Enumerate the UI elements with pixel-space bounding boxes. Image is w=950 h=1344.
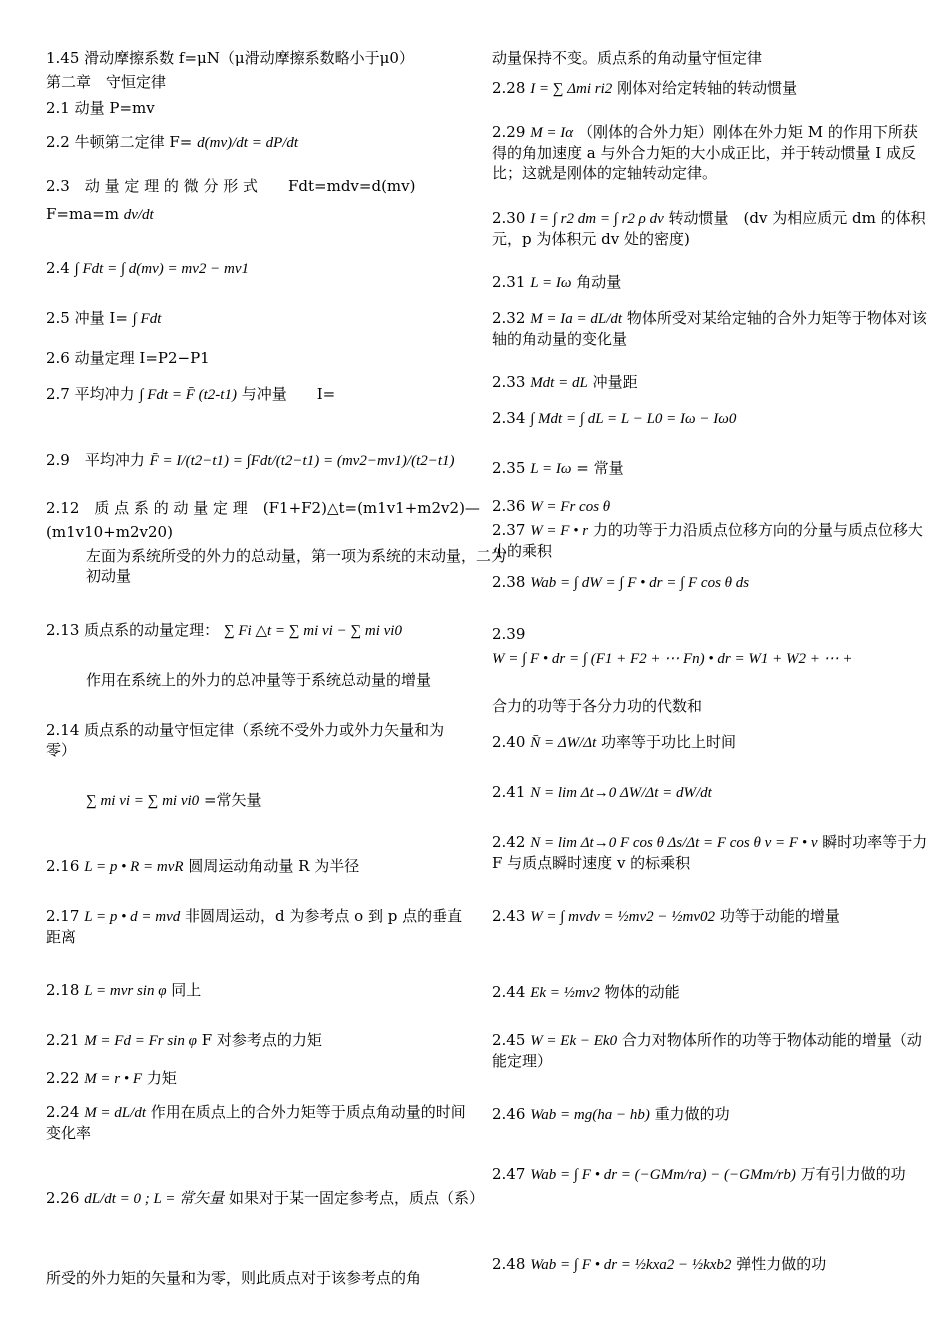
line-text: 2.46 [492, 1105, 526, 1123]
line-tail: 弹性力做的功 [736, 1255, 827, 1273]
line-text: 2.34 [492, 409, 526, 427]
line-tail: 合力对物体所作的功等于物体动能的增量（动能定理） [492, 1031, 922, 1070]
line-math: Wab = mg(ha − hb) [530, 1107, 650, 1123]
formula-line-r-248 [492, 1254, 826, 1275]
line-text: 2.24 [46, 1103, 80, 1121]
line-text: 2.2 牛顿第二定律 F= [46, 133, 193, 151]
line-math: M = r • F [84, 1071, 143, 1087]
line-math: ∫ Fdt [132, 311, 162, 327]
line-math: Wab = ∫ F • dr = (−GMm/ra) − (−GMm/rb) [530, 1167, 796, 1183]
line-math: L = Iω [530, 461, 572, 477]
line-text: 2.33 [492, 373, 526, 391]
line-text: 2.36 [492, 497, 526, 515]
formula-line-l-21 [46, 98, 155, 118]
line-text: 2.28 [492, 79, 526, 97]
line-math: Wab = ∫ F • dr = ½kxa2 − ½kxb2 [530, 1257, 732, 1273]
line-math: L = p • R = mvR [84, 859, 184, 875]
line-text: 1.45 滑动摩擦系数 f=μN（μ滑动摩擦系数略小于μ0） [46, 49, 414, 67]
line-math: M = dL/dt [84, 1105, 146, 1121]
line-text: 合力的功等于各分力功的代数和 [492, 697, 703, 715]
line-text: 2.5 冲量 I= [46, 309, 128, 327]
line-math: M = Fd = Fr sin φ [84, 1033, 197, 1049]
formula-line-r-236 [492, 496, 610, 517]
line-text: 2.40 [492, 733, 526, 751]
formula-line-l-221 [46, 1030, 322, 1051]
formula-line-r-230 [492, 208, 932, 249]
line-tail: 如果对于某一固定参考点，质点（系） [228, 1189, 484, 1207]
formula-line-r-232 [492, 308, 932, 349]
line-tail: 冲量距 [592, 373, 638, 391]
line-math: Wab = ∫ dW = ∫ F • dr = ∫ F cos θ ds [530, 575, 750, 591]
line-math: dv/dt [123, 207, 154, 223]
line-math: ∫ Fdt = ∫ d(mv) = mv2 − mv1 [74, 261, 250, 277]
formula-line-r-245 [492, 1030, 932, 1071]
formula-line-l-145 [46, 48, 414, 68]
line-math: N = lim Δt→0 ΔW/Δt = dW/dt [530, 785, 712, 801]
formula-line-l-27 [46, 384, 335, 405]
line-text: 2.29 [492, 123, 526, 141]
formula-line-r-244 [492, 982, 680, 1003]
formula-line-r-247 [492, 1164, 932, 1185]
formula-line-l-213b [46, 670, 506, 690]
formula-line-r-235 [492, 458, 624, 479]
formula-line-l-226 [46, 1188, 484, 1209]
line-text: 2.32 [492, 309, 526, 327]
line-math: N̄ = ΔW/Δt [530, 735, 597, 751]
line-text: 作用在系统上的外力的总冲量等于系统总动量的增量 [86, 671, 432, 689]
line-tail: 重力做的功 [654, 1105, 730, 1123]
line-text: 2.44 [492, 983, 526, 1001]
line-math: W = F • r [530, 523, 589, 539]
formula-line-r-246 [492, 1104, 730, 1125]
line-text: 2.9 平均冲力 [46, 451, 145, 469]
line-tail: 物体的动能 [604, 983, 680, 1001]
line-math: ∑ mi vi = ∑ mi vi0 [86, 793, 200, 809]
line-text: 左面为系统所受的外力的总动量，第一项为系统的末动量，二为初动量 [86, 547, 507, 585]
formula-line-l-26 [46, 348, 210, 368]
line-tail: 同上 [171, 981, 202, 999]
line-tail: （刚体的合外力矩）刚体在外力矩 M 的作用下所获得的角加速度 a 与外合力矩的大小成正比，并于转动惯量 I 成反比；这就是刚体的定轴转动定律。 [492, 123, 918, 182]
line-math: W = ∫ F • dr = ∫ (F1 + F2 + ⋯ Fn) • dr = W1 + W2 + ⋯ + [492, 651, 853, 667]
formula-line-l-226b [46, 1268, 466, 1288]
line-tail: 与冲量 I= [241, 385, 336, 403]
line-text: 2.47 [492, 1165, 526, 1183]
formula-line-l-212 [46, 498, 480, 518]
line-tail: 角动量 [576, 273, 622, 291]
line-text: 动量保持不变。质点系的角动量守恒定律 [492, 49, 763, 67]
formula-line-l-ch2 [46, 72, 166, 92]
formula-line-l-213 [46, 620, 402, 641]
line-text: 2.35 [492, 459, 526, 477]
formula-line-r-241 [492, 782, 712, 803]
line-text: 2.38 [492, 573, 526, 591]
formula-line-l-216 [46, 856, 359, 877]
formula-line-r-239 [492, 624, 525, 644]
formula-line-r-238 [492, 572, 749, 593]
line-math: F̄ = I/(t2−t1) = ∫Fdt/(t2−t1) = (mv2−mv1)/(t2−t1) [149, 453, 455, 469]
formula-line-r-239b [492, 648, 853, 669]
formula-line-l-23b [46, 204, 154, 225]
line-text: 2.1 动量 P=mv [46, 99, 155, 117]
line-text: 2.41 [492, 783, 526, 801]
line-math: ∫ Fdt = F̄ (t2-t1) [139, 387, 237, 403]
formula-line-r-226c [492, 48, 762, 68]
line-text: F=ma=m [46, 205, 119, 223]
formula-line-r-239c [492, 696, 702, 716]
line-tail: 万有引力做的功 [800, 1165, 906, 1183]
line-tail: 力矩 [146, 1069, 177, 1087]
formula-line-l-224 [46, 1102, 466, 1143]
formula-line-l-22 [46, 132, 298, 153]
formula-line-r-240 [492, 732, 736, 753]
line-text: 2.3 动 量 定 理 的 微 分 形 式 Fdt=mdv=d(mv) [46, 177, 416, 195]
line-math: L = Iω [530, 275, 572, 291]
formula-line-l-25 [46, 308, 161, 329]
line-math: dL/dt = 0 ; L = 常矢量 [84, 1191, 225, 1207]
formula-line-l-222 [46, 1068, 177, 1089]
formula-line-l-212c [46, 546, 506, 586]
line-math: ∑ Fi △t = ∑ mi vi − ∑ mi vi0 [223, 623, 402, 639]
formula-line-r-242 [492, 832, 932, 873]
line-tail: = 常量 [576, 459, 624, 477]
formula-line-r-228 [492, 78, 797, 99]
line-math: M = Ia = dL/dt [530, 311, 623, 327]
line-text: 2.31 [492, 273, 526, 291]
line-math: Mdt = dL [530, 375, 588, 391]
formula-line-l-214b [46, 790, 262, 811]
line-tail: =常矢量 [203, 791, 262, 809]
line-text: 2.6 动量定理 I=P2−P1 [46, 349, 210, 367]
line-tail: 转动惯量 (dv 为相应质元 dm 的体积元，p 为体积元 dv 处的密度) [492, 209, 926, 248]
formula-line-l-29 [46, 450, 455, 471]
line-text: 2.12 质 点 系 的 动 量 定 理 (F1+F2)△t=(m1v1+m2v2)— [46, 499, 480, 517]
line-math: M = Iα [530, 125, 574, 141]
line-math: I = ∫ r2 dm = ∫ r2 ρ dv [530, 211, 664, 227]
formula-line-l-24 [46, 258, 249, 279]
line-math: W = ∫ mvdv = ½mv2 − ½mv02 [530, 909, 716, 925]
line-math: N = lim Δt→0 F cos θ Δs/Δt = F cos θ v = F • v [530, 835, 818, 851]
line-text: 第二章 守恒定律 [46, 73, 167, 91]
line-tail: 作用在质点上的合外力矩等于质点角动量的时间变化率 [46, 1103, 466, 1142]
line-tail: F 对参考点的力矩 [201, 1031, 322, 1049]
line-tail: 刚体对给定转轴的转动惯量 [617, 79, 798, 97]
line-text: 2.48 [492, 1255, 526, 1273]
line-tail: 非圆周运动，d 为参考点 o 到 p 点的垂直距离 [46, 907, 463, 946]
line-text: 2.43 [492, 907, 526, 925]
line-text: 2.26 [46, 1189, 80, 1207]
formula-line-r-233 [492, 372, 638, 393]
line-tail: 物体所受对某给定轴的合外力矩等于物体对该轴的角动量的变化量 [492, 309, 927, 348]
line-math: W = Ek − Ek0 [530, 1033, 618, 1049]
line-text: 2.37 [492, 521, 526, 539]
line-text: 2.45 [492, 1031, 526, 1049]
line-tail: 功率等于功比上时间 [601, 733, 737, 751]
line-text: 2.16 [46, 857, 80, 875]
formula-line-r-229 [492, 122, 932, 183]
line-text: 2.13 质点系的动量定理： [46, 621, 220, 639]
line-text: 2.4 [46, 259, 70, 277]
formula-line-l-218 [46, 980, 201, 1001]
formula-line-r-237 [492, 520, 932, 561]
formula-line-l-214 [46, 720, 466, 760]
line-math: I = ∑ Δmi ri2 [530, 81, 613, 97]
line-text: 2.18 [46, 981, 80, 999]
line-text: 2.42 [492, 833, 526, 851]
line-text: 2.14 质点系的动量守恒定律（系统不受外力或外力矢量和为零） [46, 721, 445, 759]
line-tail: 力的功等于力沿质点位移方向的分量与质点位移大小的乘积 [492, 521, 923, 560]
formula-line-l-217 [46, 906, 466, 947]
line-text: 2.22 [46, 1069, 80, 1087]
line-text: 2.39 [492, 625, 526, 643]
line-math: ∫ Mdt = ∫ dL = L − L0 = Iω − Iω0 [530, 411, 737, 427]
line-text: (m1v10+m2v20) [46, 523, 173, 541]
formula-line-l-23 [46, 176, 415, 196]
line-math: Ek = ½mv2 [530, 985, 600, 1001]
line-math: d(mv)/dt = dP/dt [197, 135, 299, 151]
line-text: 所受的外力矩的矢量和为零，则此质点对于该参考点的角 [46, 1269, 422, 1287]
formula-line-r-243 [492, 906, 932, 927]
line-math: L = p • d = mvd [84, 909, 181, 925]
formula-line-r-231 [492, 272, 621, 293]
formula-line-r-234 [492, 408, 736, 429]
line-text: 2.30 [492, 209, 526, 227]
line-math: L = mvr sin φ [84, 983, 167, 999]
line-text: 2.7 平均冲力 [46, 385, 135, 403]
line-tail: 功等于动能的增量 [719, 907, 840, 925]
line-tail: 瞬时功率等于力 F 与质点瞬时速度 v 的标乘积 [492, 833, 928, 872]
line-text: 2.21 [46, 1031, 80, 1049]
line-math: W = Fr cos θ [530, 499, 611, 515]
formula-line-l-212b [46, 522, 173, 542]
line-tail: 圆周运动角动量 R 为半径 [188, 857, 360, 875]
line-text: 2.17 [46, 907, 80, 925]
